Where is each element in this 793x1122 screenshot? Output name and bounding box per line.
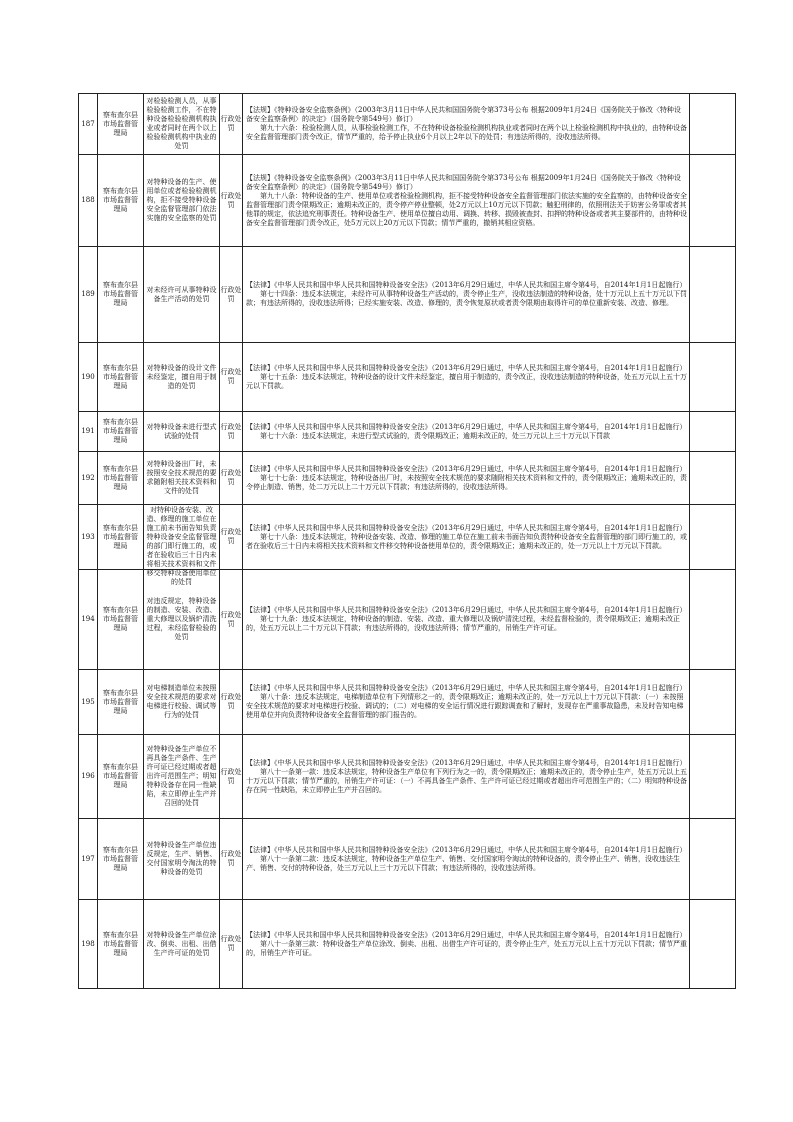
legal-basis-paragraph: 【法规】《特种设备安全监察条例》（2003年3月11日中华人民共和国国务院令第373号公布 根据2009年1月24日《国务院关于修改〈特种设备安全监察条例〉的决定》（国务院令第549号）修订）	[246, 106, 681, 123]
legal-basis-paragraph: 【法律】《中华人民共和国中华人民共和国特种设备安全法》（2013年6月29日通过，中华人民共和国主席令第4号，自2014年1月1日起施行）	[246, 684, 687, 692]
remarks-cell	[690, 670, 736, 735]
row-number-text: 190	[81, 372, 95, 381]
legal-basis-paragraph: 第七十七条：违反本法规定，特种设备出厂时，未按照安全技术规范的要求随附相关技术资料和文件的，责令限期改正；逾期未改正的，责令停止制造、销售，处二万元以上二十万元以下罚款；有违法所得的，没收违法所得。	[246, 473, 687, 491]
item-type-cell	[220, 670, 243, 735]
legal-basis-paragraph: 第八十一条第一款：违反本法规定，特种设备生产单位有下列行为之一的，责令限期改正；逾期未改正的，责令停止生产，处五万元以上五十万元以下罚款；情节严重的，吊销生产许可证：（一）不再具备生产条件、生产许可证已经过期或者超出许可范围生产的；（二）明知特种设备存在同一性缺陷，未立即停止生产并召回的。	[246, 767, 687, 794]
legal-basis-paragraph: 第九十六条：检验检测人员，从事检验检测工作，不在特种设备检验检测机构执业或者同时在两个以上检验检测机构中执业的，由特种设备安全监督管理部门责令改正，情节严重的，给予停止执业6个月以上2年以下的处罚；有违法所得的，没收违法所得。	[246, 124, 687, 141]
item-name-cell-text: 对特种设备的生产、使用单位或者检验检测机构，拒不接受特种设备安全监督管理部门依法实施的安全监察的处罚	[146, 178, 217, 222]
department-cell	[98, 735, 144, 819]
legal-basis-paragraph: 【法律】《中华人民共和国中华人民共和国特种设备安全法》（2013年6月29日通过，中华人民共和国主席令第4号，自2014年1月1日起施行）	[246, 281, 687, 289]
item-name-cell	[144, 900, 220, 989]
legal-basis-paragraph: 【法律】《中华人民共和国中华人民共和国特种设备安全法》（2013年6月29日通过，中华人民共和国主席令第4号，自2014年1月1日起施行）	[246, 523, 687, 532]
item-name-cell-text: 对特种设备未进行型式试验的处罚	[146, 422, 217, 440]
department-cell	[98, 247, 144, 343]
item-name-cell-text: 对特种设备安装、改造、修理的施工单位在施工前未书面告知负责特种设备安全监督管理的部门即行施工的，或者在验收后三十日内未将相关技术资料和文件移交特种设备使用单位的处罚	[146, 505, 217, 586]
item-name-cell	[144, 412, 220, 452]
item-name-cell	[144, 735, 220, 819]
row-number	[79, 94, 98, 155]
row-number	[79, 670, 98, 735]
item-name-cell-text: 对电梯制造单位未按照安全技术规范的要求对电梯进行校验、调试等行为的处罚	[146, 684, 217, 719]
item-type-cell	[220, 343, 243, 412]
department-cell	[98, 452, 144, 505]
penalty-table	[78, 93, 736, 989]
legal-basis-paragraph: 第八十一条第三款：特种设备生产单位涂改、倒卖、出租、出借生产许可证的，责令停止生产，处五万元以上五十万元以下罚款；情节严重的，吊销生产许可证。	[246, 939, 687, 957]
table-row	[79, 412, 736, 452]
item-type-cell	[220, 735, 243, 819]
department-cell-text: 察布查尔县市场监督管理局	[103, 523, 138, 550]
item-type-cell-text: 行政处罚	[220, 285, 242, 303]
item-name-cell-text: 对未经许可从事特种设备生产活动的处罚	[146, 285, 217, 303]
table-row	[79, 900, 736, 989]
legal-basis-paragraph: 第八十条：违反本法规定，电梯制造单位有下列情形之一的，责令限期改正；逾期未改正的，处一万元以上十万元以下罚款：（一）未按照安全技术规范的要求对电梯进行校验、调试的；（二）对电梯的安全运行情况进行跟踪调查和了解时，发现存在严重事故隐患，未及时告知电梯使用单位并向负责特种设备安全监督管理的部门报告的。	[246, 693, 684, 719]
row-number-text: 195	[81, 697, 95, 706]
item-name-cell-text: 对特种设备生产单位不再具备生产条件、生产许可证已经过期或者超出许可范围生产；明知特种设备存在同一性缺陷，未立即停止生产并召回的处罚	[146, 745, 217, 807]
table-row	[79, 505, 736, 570]
legal-basis-cell	[243, 670, 690, 735]
legal-basis-paragraph: 第八十一条第二款：违反本法规定，特种设备生产单位生产、销售、交付国家明令淘汰的特种设备的，责令停止生产、销售，没收违法生产、销售、交付的特种设备，处三万元以上三十万元以下罚款；有违法所得的，没收违法所得。	[246, 854, 680, 872]
item-name-cell	[144, 155, 220, 247]
legal-basis-paragraph: 【法律】《中华人民共和国中华人民共和国特种设备安全法》（2013年6月29日通过，中华人民共和国主席令第4号，自2014年1月1日起施行）	[246, 606, 687, 614]
department-cell	[98, 570, 144, 670]
row-number-text: 191	[81, 427, 95, 435]
item-name-cell	[144, 670, 220, 735]
item-type-cell	[220, 900, 243, 989]
item-type-cell	[220, 155, 243, 247]
legal-basis-cell	[243, 155, 690, 247]
row-number	[79, 343, 98, 412]
legal-basis-paragraph: 第七十四条：违反本法规定，未经许可从事特种设备生产活动的，责令停止生产，没收违法制造的特种设备，处十万元以上五十万元以下罚款；有违法所得的，没收违法所得；已经实施安装、改造、修理的，责令恢复原状或者责令限期由取得许可的单位重新安装、改造、修理。	[246, 290, 687, 307]
department-cell-text: 察布查尔县市场监督管理局	[103, 845, 138, 872]
table-row	[79, 247, 736, 343]
row-number-text: 188	[81, 196, 95, 204]
legal-basis-paragraph: 【法律】《中华人民共和国中华人民共和国特种设备安全法》（2013年6月29日通过，中华人民共和国主席令第4号，自2014年1月1日起施行）	[246, 845, 687, 854]
item-type-cell	[220, 570, 243, 670]
department-cell-text: 察布查尔县市场监督管理局	[103, 418, 138, 444]
legal-basis-paragraph: 【法律】《中华人民共和国中华人民共和国特种设备安全法》（2013年6月29日通过，中华人民共和国主席令第4号，自2014年1月1日起施行）	[246, 363, 687, 372]
item-type-cell-text: 行政处罚	[220, 469, 242, 486]
department-cell	[98, 155, 144, 247]
item-name-cell-text: 对特种设备生产单位违反规定，生产、销售、交付国家明令淘汰的特种设备的处罚	[146, 841, 217, 876]
item-type-cell	[220, 412, 243, 452]
legal-basis-paragraph: 第七十九条：违反本法规定，特种设备的制造、安装、改造、重大修理以及锅炉清洗过程，未经监督检验的，责令限期改正；逾期未改正的，处五万元以上二十万元以下罚款；有违法所得的，没收违法所得；情节严重的，吊销生产许可证。	[246, 615, 680, 632]
item-name-cell	[144, 343, 220, 412]
legal-basis-paragraph: 第九十八条：特种设备的生产、使用单位或者检验检测机构，拒不接受特种设备安全监督管理部门依法实施的安全监察的，由特种设备安全监督管理部门责令限期改正；逾期未改正的，责令停产停业整顿，处2万元以上10万元以下罚款；触犯刑律的，依照刑法关于妨害公务罪或者其他罪的规定，依法追究刑事责任。特种设备生产、使用单位擅自动用、调换、转移、损毁被查封、扣押的特种设备或者其主要部件的，由特种设备安全监督管理部门责令改正，处5万元以上20万元以下罚款；情节严重的，撤销其相应资格。	[246, 191, 687, 227]
table-body	[79, 94, 736, 989]
item-name-cell-text: 对特种设备的设计文件未经鉴定，擅自用于制造的处罚	[146, 363, 217, 390]
item-name-cell-text: 对违反规定，特种设备的制造、安装、改造、重大修理以及锅炉清洗过程，未经监督检验的处罚	[146, 597, 217, 641]
legal-basis-cell	[243, 819, 690, 900]
remarks-cell	[690, 155, 736, 247]
legal-basis-cell	[243, 452, 690, 505]
row-number-text: 197	[81, 854, 95, 863]
item-type-cell-text: 行政处罚	[220, 935, 242, 952]
row-number-text: 198	[81, 939, 95, 948]
remarks-cell	[690, 247, 736, 343]
row-number-text: 193	[81, 532, 95, 541]
remarks-cell	[690, 343, 736, 412]
row-number	[79, 155, 98, 247]
row-number	[79, 570, 98, 670]
department-cell	[98, 505, 144, 570]
row-number	[79, 819, 98, 900]
department-cell-text: 察布查尔县市场监督管理局	[103, 763, 138, 789]
table-row	[79, 155, 736, 247]
legal-basis-cell	[243, 505, 690, 570]
department-cell	[98, 900, 144, 989]
department-cell-text: 察布查尔县市场监督管理局	[103, 930, 138, 957]
department-cell-text: 察布查尔县市场监督管理局	[103, 464, 138, 491]
row-number	[79, 505, 98, 570]
remarks-cell	[690, 412, 736, 452]
item-type-cell-text: 行政处罚	[220, 610, 242, 628]
legal-basis-paragraph: 第七十五条：违反本法规定，特种设备的设计文件未经鉴定，擅自用于制造的，责令改正，没收违法制造的特种设备，处五万元以上五十万元以下罚款。	[246, 372, 687, 390]
table-row	[79, 452, 736, 505]
remarks-cell	[690, 570, 736, 670]
item-type-cell-text: 行政处罚	[220, 191, 242, 209]
item-type-cell-text: 行政处罚	[220, 850, 242, 867]
item-name-cell	[144, 505, 220, 586]
table-row	[79, 670, 736, 735]
item-type-cell-text: 行政处罚	[220, 422, 242, 440]
item-type-cell	[220, 452, 243, 505]
legal-basis-cell	[243, 247, 690, 343]
remarks-cell	[690, 505, 736, 570]
item-type-cell-text: 行政处罚	[220, 693, 242, 710]
department-cell-text: 察布查尔县市场监督管理局	[103, 281, 138, 307]
item-name-cell-text: 对检验检测人员，从事检验检测工作，不在特种设备检验检测机构执业或者同时在两个以上检验检测机构中执业的处罚	[146, 97, 217, 150]
table-row	[79, 343, 736, 412]
department-cell-text: 察布查尔县市场监督管理局	[103, 110, 138, 137]
item-type-cell-text: 行政处罚	[220, 767, 242, 785]
department-cell	[98, 94, 144, 155]
department-cell	[98, 343, 144, 412]
department-cell-text: 察布查尔县市场监督管理局	[103, 606, 138, 632]
item-name-cell	[144, 452, 220, 505]
row-number-text: 187	[81, 119, 95, 128]
table-row	[79, 819, 736, 900]
item-name-cell	[144, 247, 220, 343]
remarks-cell	[690, 819, 736, 900]
legal-basis-paragraph: 【法律】《中华人民共和国中华人民共和国特种设备安全法》（2013年6月29日通过，中华人民共和国主席令第4号，自2014年1月1日起施行）	[246, 422, 687, 431]
remarks-cell	[690, 735, 736, 819]
legal-basis-paragraph: 【法律】《中华人民共和国中华人民共和国特种设备安全法》（2013年6月29日通过，中华人民共和国主席令第4号，自2014年1月1日起施行）	[246, 758, 687, 767]
row-number	[79, 247, 98, 343]
item-name-cell-text: 对特种设备生产单位涂改、倒卖、出租、出借生产许可证的处罚	[146, 930, 217, 957]
row-number	[79, 452, 98, 505]
department-cell	[98, 412, 144, 452]
table-row	[79, 94, 736, 155]
item-type-cell	[220, 819, 243, 900]
row-number-text: 192	[81, 473, 95, 482]
department-cell-text: 察布查尔县市场监督管理局	[103, 363, 138, 390]
legal-basis-paragraph: 第七十八条：违反本法规定，特种设备安装、改造、修理的施工单位在施工前未书面告知负责特种设备安全监督管理的部门即行施工的，或者在验收后三十日内未将相关技术资料和文件移交特种设备使用单位的，责令限期改正；逾期未改正的，处一万元以上十万元以下罚款。	[246, 532, 687, 550]
legal-basis-cell	[243, 900, 690, 989]
row-number-text: 194	[81, 615, 95, 623]
remarks-cell	[690, 94, 736, 155]
remarks-cell	[690, 900, 736, 989]
row-number-text: 189	[81, 290, 95, 298]
legal-basis-paragraph: 【法律】《中华人民共和国中华人民共和国特种设备安全法》（2013年6月29日通过，中华人民共和国主席令第4号，自2014年1月1日起施行）	[246, 930, 687, 939]
item-type-cell	[220, 505, 243, 570]
legal-basis-cell	[243, 94, 690, 155]
table-row	[79, 735, 736, 819]
row-number	[79, 735, 98, 819]
item-name-cell	[144, 94, 220, 155]
item-name-cell-text: 对特种设备出厂时，未按照安全技术规范的要求随附相关技术资料和文件的处罚	[146, 460, 217, 495]
legal-basis-paragraph: 【法规】《特种设备安全监察条例》（2003年3月11日中华人民共和国国务院令第373号公布 根据2009年1月24日《国务院关于修改〈特种设备安全监察条例〉的决定》（国务院令第549号）修订）	[246, 173, 681, 191]
row-number	[79, 900, 98, 989]
remarks-cell	[690, 452, 736, 505]
department-cell-text: 察布查尔县市场监督管理局	[103, 688, 138, 715]
department-cell-text: 察布查尔县市场监督管理局	[103, 187, 138, 213]
department-cell	[98, 670, 144, 735]
row-number-text: 196	[81, 772, 95, 780]
legal-basis-paragraph: 第七十六条：违反本法规定，未进行型式试验的，责令限期改正；逾期未改正的，处三万元以上三十万元以下罚款	[260, 431, 610, 440]
legal-basis-cell	[243, 412, 690, 452]
legal-basis-cell	[243, 343, 690, 412]
legal-basis-cell	[243, 735, 690, 819]
item-type-cell	[220, 94, 243, 155]
legal-basis-paragraph: 【法律】《中华人民共和国中华人民共和国特种设备安全法》（2013年6月29日通过，中华人民共和国主席令第4号，自2014年1月1日起施行）	[246, 464, 687, 473]
row-number	[79, 412, 98, 452]
item-type-cell	[220, 247, 243, 343]
item-name-cell	[144, 819, 220, 900]
item-type-cell-text: 行政处罚	[220, 115, 242, 132]
item-type-cell-text: 行政处罚	[220, 528, 242, 545]
legal-basis-cell	[243, 570, 690, 670]
item-type-cell-text: 行政处罚	[220, 368, 242, 385]
department-cell	[98, 819, 144, 900]
